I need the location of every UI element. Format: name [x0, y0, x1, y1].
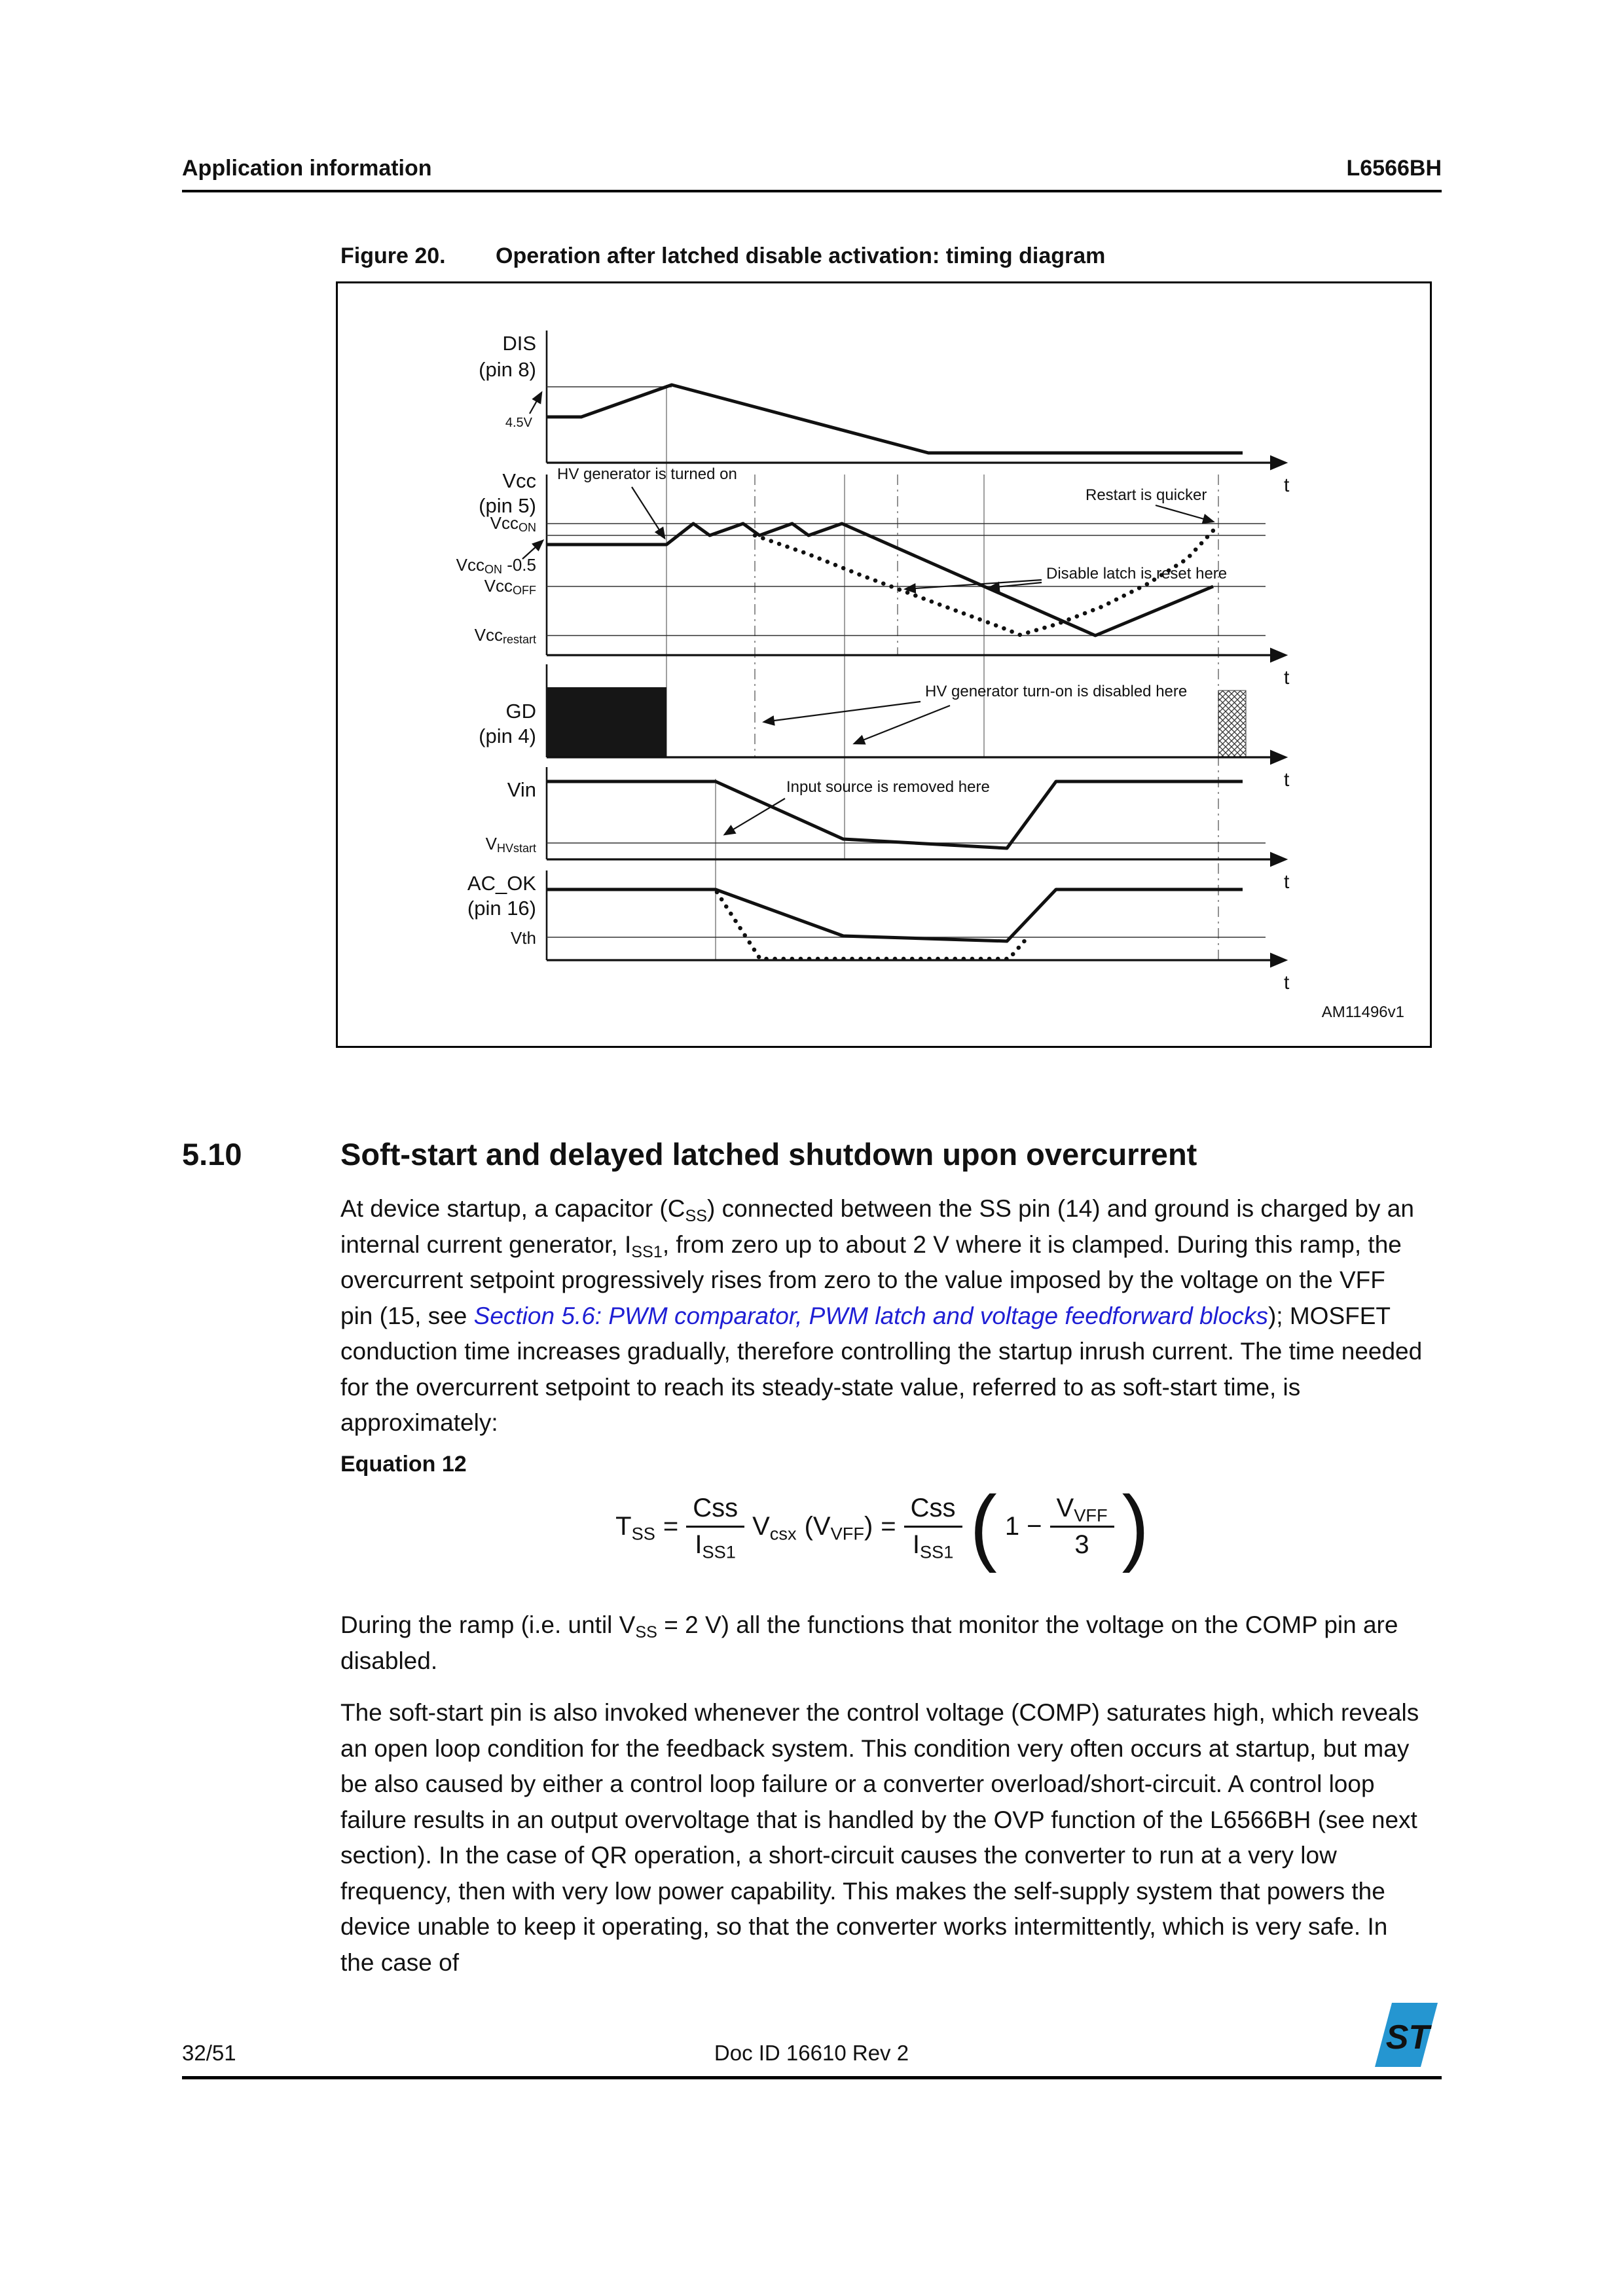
eq-lhs: $T_{SS}$ — [615, 1512, 655, 1544]
vccon-minus-label: VccON -0.5 — [456, 555, 536, 576]
timing-diagram — [336, 281, 1432, 1048]
p2-text-a: During the ramp (i.e. until V — [340, 1611, 636, 1638]
eq-fraction-3: $\frac{V_{VFF}}{3}$ — [1050, 1494, 1114, 1560]
p1-text-c: , from zero up to about 2 V where it is clamped. During this ramp, the overcurrent setpoint progressively rises from zero to the value imposed by the voltage on the VFF pin (15, see — [340, 1230, 1402, 1329]
acok-waveform — [547, 889, 1243, 941]
section-number: 5.10 — [182, 1137, 242, 1172]
footer-page-number: 32/51 — [182, 2041, 236, 2065]
paragraph-softstart — [340, 1191, 1424, 1441]
p2-sub-a: SS — [635, 1623, 657, 1642]
eq-equals-2: = — [881, 1512, 896, 1541]
annotation-input-removed: Input source is removed here — [786, 778, 990, 796]
section-title: Soft-start and delayed latched shutdown upon overcurrent — [340, 1137, 1197, 1172]
p1-text-d: ); MOSFET conduction time increases gradually, therefore controlling the startup inrush current. The time needed for the overcurrent setpoint to reach its steady-state value, referred to as soft-start time, is approximately: — [340, 1302, 1423, 1436]
gd-restart-block — [1218, 691, 1246, 757]
p1-sub-a: SS — [685, 1207, 708, 1226]
dis-label: DIS — [502, 332, 536, 355]
vccrestart-label: Vccrestart — [474, 625, 536, 646]
eq-vvff-paren: $(V_{VFF})$ — [804, 1512, 873, 1544]
eq-fraction-2: $\frac{\text{Css}}{I_{SS1}}$ — [904, 1494, 962, 1560]
eq-vcsx: $V_{csx}$ — [752, 1512, 797, 1544]
st-logo-text: ST — [1385, 2018, 1430, 2056]
st-logo — [1374, 2001, 1439, 2068]
eq-one-minus: 1 − — [1004, 1512, 1042, 1541]
header-part-number: L6566BH — [1346, 156, 1442, 181]
annotation-hv-disabled-arrow2 — [854, 706, 950, 744]
paragraph-open-loop: The soft-start pin is also invoked whenever the control voltage (COMP) saturates high, which reveals an open loop condition for the feedback system. This condition very often occurs at startup, but may be also caused by either a control loop failure or a converter overload/short-circuit. A control loop failure results in an output overvoltage that is handled by the OVP function of the L6566BH (see next section). In the case of QR operation, a short-circuit causes the converter to run at a very low frequency, then with very low power capability. This makes the self-supply system that powers the device unable to keep it operating, so that the converter works intermittently, which is very safe. In the case of — [340, 1699, 1419, 1976]
vcc-label: Vcc — [502, 469, 536, 492]
annotation-disable-latch: Disable latch is reset here — [1046, 565, 1228, 583]
acok-time-label: t — [1284, 972, 1290, 994]
vin-time-label: t — [1284, 871, 1290, 893]
annotation-hv-disabled-arrow1 — [764, 702, 921, 722]
gd-time-label: t — [1284, 769, 1290, 791]
header-rule — [182, 190, 1442, 192]
vin-label: Vin — [507, 778, 536, 801]
dis-time-label: t — [1284, 475, 1290, 496]
vccoff-label: VccOFF — [484, 576, 536, 597]
vhvstart-label: VHVstart — [485, 834, 536, 855]
annotation-hv-on: HV generator is turned on — [557, 465, 737, 483]
acok-waveform-dotted — [717, 892, 1027, 959]
vccon-label: VccON — [490, 513, 536, 534]
gd-switching-block — [547, 687, 666, 757]
annotation-restart-quicker: Restart is quicker — [1085, 486, 1207, 504]
equation-label: Equation 12 — [340, 1452, 467, 1477]
vcc-pin-label: (pin 5) — [479, 494, 536, 517]
dis-45v-arrow — [530, 393, 541, 414]
annotation-restart-quicker-arrow — [1156, 505, 1213, 522]
acok-pin-label: (pin 16) — [467, 897, 536, 920]
annotation-hv-on-arrow — [632, 487, 665, 538]
figure-caption-number: Figure 20. — [340, 243, 446, 268]
header-section-title: Application information — [182, 156, 432, 181]
equation-12 — [340, 1479, 1424, 1574]
annotation-input-removed-arrow — [725, 798, 785, 834]
p1-text-a: At device startup, a capacitor (C — [340, 1195, 685, 1222]
acok-label: AC_OK — [467, 872, 536, 895]
p1-sub-b: SS1 — [631, 1242, 663, 1261]
dis-pin-label: (pin 8) — [479, 358, 536, 381]
gd-label: GD — [505, 700, 536, 723]
paragraph-ramp — [340, 1607, 1424, 1679]
p2-text-b: = 2 V) all the functions that monitor the voltage on the COMP pin are disabled. — [340, 1611, 1398, 1674]
eq-big-rparen: ) — [1122, 1479, 1149, 1574]
vth-label: Vth — [510, 928, 536, 948]
p1-text-b: ) connected between the SS pin (14) and ground is charged by an internal current generator, I — [340, 1195, 1414, 1258]
eq-big-lparen: ( — [970, 1479, 997, 1574]
footer-rule — [182, 2076, 1442, 2079]
figure-watermark: AM11496v1 — [1321, 1003, 1404, 1021]
gd-pin-label: (pin 4) — [479, 725, 536, 747]
section-5-6-link[interactable]: Section 5.6: PWM comparator, PWM latch and voltage feedforward blocks — [473, 1302, 1268, 1329]
annotation-hv-disabled: HV generator turn-on is disabled here — [925, 683, 1188, 700]
figure-border — [337, 283, 1431, 1047]
eq-equals-1: = — [663, 1512, 679, 1541]
dis-45v-label: 4.5V — [505, 416, 532, 430]
dis-waveform — [547, 385, 1243, 453]
figure-caption-text: Operation after latched disable activation: timing diagram — [496, 243, 1106, 268]
vcc-time-label: t — [1284, 667, 1290, 689]
footer-doc-id: Doc ID 16610 Rev 2 — [714, 2041, 909, 2065]
eq-fraction-1: $\frac{\text{Css}}{I_{SS1}}$ — [686, 1494, 744, 1560]
